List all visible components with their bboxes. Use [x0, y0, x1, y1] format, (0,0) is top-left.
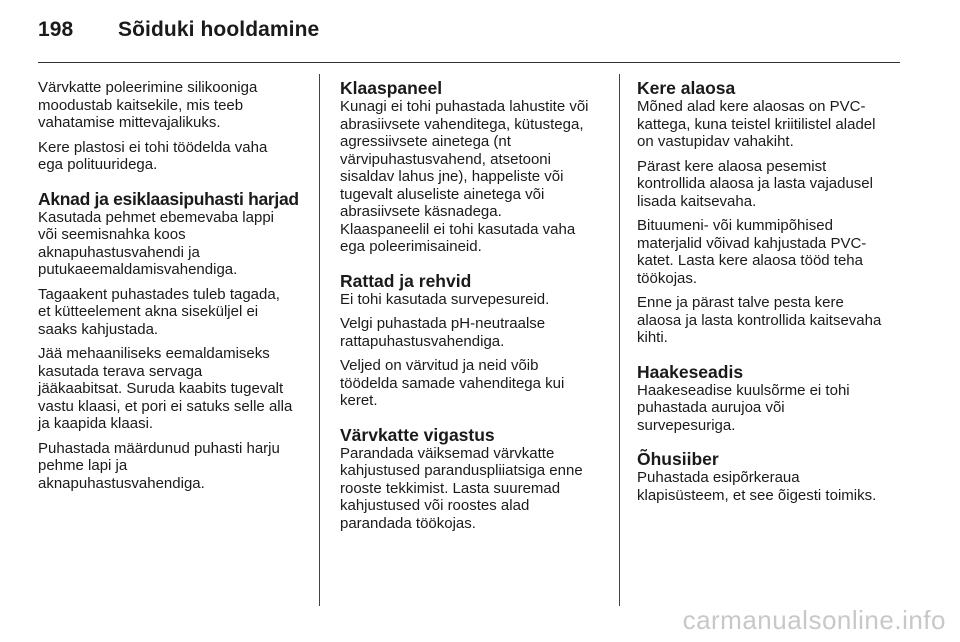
column-1	[38, 79, 310, 499]
text-line: kasutada terava servaga	[38, 362, 203, 380]
text-line: kattega, kuna teistel kriitilistel aladel	[637, 115, 876, 133]
text-line: Haakeseadise kuulsõrme ei tohi	[637, 381, 850, 399]
text-line: ega polituuridega.	[38, 156, 158, 173]
text-line: Puhastada määrdunud puhasti harju	[38, 439, 280, 457]
section-heading: Kere alaosa	[637, 78, 736, 98]
text-line: Värvkatte poleerimine silikooniga	[38, 79, 258, 96]
paragraph	[340, 291, 612, 309]
text-line: abrasiivsete vahenditega, kütustega,	[340, 115, 584, 133]
text-line: Tagaakent puhastades tuleb tagada,	[38, 285, 280, 303]
text-line: rooste tekkimist. Lasta suuremad	[340, 479, 561, 497]
text-line: kontrollida alaosa ja lasta vajadusel	[637, 175, 873, 192]
text-line: Enne ja pärast talve pesta kere	[637, 294, 844, 311]
text-line: kahjustused paranduspliiatsiga enne	[340, 462, 583, 479]
text-line: ega poleerimisaineid.	[340, 238, 482, 255]
paragraph	[637, 294, 909, 347]
page-title: Sõiduki hooldamine	[118, 18, 320, 41]
text-line: Jää mehaaniliseks eemaldamiseks	[38, 345, 270, 362]
text-line: katet. Lasta kere alaosa tööd teha	[637, 252, 863, 269]
text-line: alaosa ja lasta kontrollida kaitsevaha	[637, 311, 882, 329]
paragraph	[637, 382, 909, 435]
paragraph	[637, 217, 909, 287]
text-line: puhastada aurujoa või	[637, 399, 785, 416]
text-line: Mõned alad kere alaosas on PVC-	[637, 98, 866, 115]
text-line: vahatamise mittevajalikuks.	[38, 114, 221, 131]
column-2	[340, 78, 612, 539]
paragraph	[38, 209, 310, 279]
text-line: vastu klaasi, et pori ei satuks selle alla	[38, 397, 293, 415]
text-line: survepesuriga.	[637, 416, 736, 434]
paragraph	[38, 286, 310, 339]
text-line: pehme lapi ja	[38, 457, 128, 474]
text-line: agressiivsete ainetega (nt	[340, 133, 511, 150]
text-line: Velgi puhastada pH-neutraalse	[340, 315, 546, 332]
text-line: Klaaspaneelil ei tohi kasutada vaha	[340, 220, 576, 238]
text-line: jääkaabitsat. Suruda kaabits tugevalt	[38, 380, 284, 397]
header-rule	[38, 62, 900, 63]
paragraph	[38, 440, 310, 493]
text-line: kahjustused või roostes alad	[340, 497, 530, 514]
text-line: saaks kahjustada.	[38, 320, 159, 338]
paragraph	[637, 158, 909, 211]
paragraph	[340, 357, 612, 410]
text-line: aknapuhastusvahendi ja	[38, 243, 200, 261]
text-line: rattapuhastusvahendiga.	[340, 332, 505, 350]
column-divider-1	[319, 74, 320, 606]
section-heading: Õhusiiber	[637, 449, 719, 469]
text-line: keret.	[340, 392, 378, 409]
paragraph	[38, 139, 310, 174]
section-heading: Haakeseadis	[637, 361, 744, 382]
paragraph	[637, 98, 909, 151]
text-line: töödelda samade vahenditega kui	[340, 374, 565, 392]
paragraph	[340, 315, 612, 350]
section-heading: Klaaspaneel	[340, 78, 443, 98]
text-line: parandada töökojas.	[340, 514, 476, 532]
column-3	[637, 78, 909, 511]
text-line: või seemisnahka koos	[38, 226, 186, 243]
text-line: Puhastada esipõrkeraua	[637, 469, 800, 486]
watermark: carmanualsonline.info	[682, 605, 946, 635]
section-heading: Aknad ja esiklaasipuhasti harjad	[38, 188, 299, 209]
text-line: moodustab kaitsekile, mis teeb	[38, 96, 244, 114]
text-line: Veljed on värvitud ja neid võib	[340, 357, 539, 374]
text-line: sisaldav lahus jne), happeliste või	[340, 168, 564, 185]
text-line: materjalid võivad kahjustada PVC-	[637, 234, 867, 252]
paragraph	[637, 469, 909, 504]
text-line: abrasiivsete käsnadega.	[340, 203, 502, 220]
paragraph	[38, 79, 310, 132]
text-line: Bituumeni- või kummipõhised	[637, 217, 833, 234]
text-line: Parandada väiksemad värvkatte	[340, 444, 555, 462]
text-line: töökojas.	[637, 269, 698, 287]
text-line: värvipuhastusvahend, atsetooni	[340, 150, 551, 168]
text-line: klapisüsteem, et see õigesti toimiks.	[637, 486, 877, 504]
text-line: ja kaapida klaasi.	[38, 415, 154, 432]
text-line: lisada kaitsevaha.	[637, 192, 757, 210]
text-line: Ei tohi kasutada survepesureid.	[340, 290, 550, 308]
paragraph	[340, 445, 612, 533]
page-header	[38, 18, 319, 42]
text-line: Kere plastosi ei tohi töödelda vaha	[38, 138, 268, 156]
text-line: kihti.	[637, 329, 668, 346]
section-heading: Rattad ja rehvid	[340, 270, 472, 291]
paragraph	[38, 345, 310, 433]
text-line: on vastupidav vahakiht.	[637, 133, 794, 150]
column-divider-2	[619, 74, 620, 606]
text-line: aknapuhastusvahendiga.	[38, 474, 205, 492]
text-line: Kunagi ei tohi puhastada lahustite või	[340, 98, 589, 115]
text-line: et kütteelement akna siseküljel ei	[38, 303, 259, 320]
text-line: Pärast kere alaosa pesemist	[637, 157, 827, 175]
text-line: tugevalt aluseliste ainetega või	[340, 185, 545, 203]
section-heading: Värvkatte vigastus	[340, 424, 495, 445]
text-line: putukaeemaldamisvahendiga.	[38, 261, 238, 278]
page-number: 198	[38, 18, 74, 41]
paragraph	[340, 98, 612, 256]
text-line: Kasutada pehmet ebemevaba lappi	[38, 208, 275, 226]
